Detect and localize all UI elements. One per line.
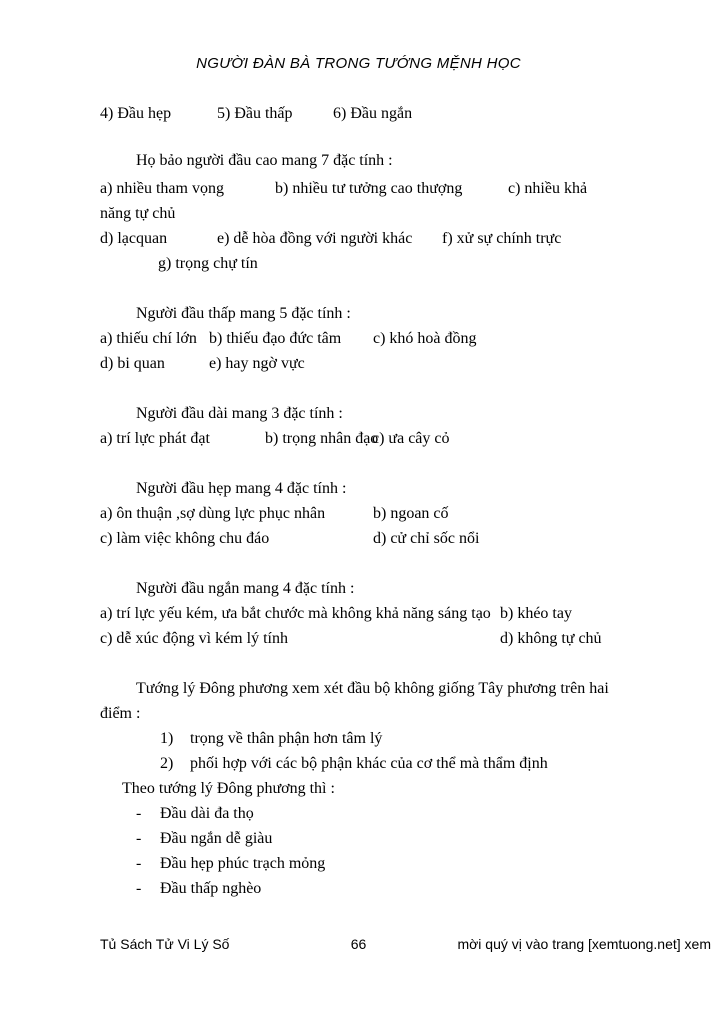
cao-item-a: a) nhiều tham vọng <box>100 180 224 197</box>
text-line <box>0 505 717 529</box>
eastern-theo-line: Theo tướng lý Đông phương thì : <box>122 780 335 797</box>
hep-item-c: c) làm việc không chu đáo <box>100 530 270 547</box>
thap-item-b: b) thiếu đạo đức tâm <box>209 330 342 347</box>
page-title: NGƯỜI ĐÀN BÀ TRONG TƯỚNG MỆNH HỌC <box>196 55 521 72</box>
cao-item-g: g) trọng chự tín <box>158 255 258 272</box>
thap-item-e: e) hay ngờ vực <box>209 355 305 372</box>
text-line <box>0 205 717 229</box>
cao-item-f: f) xử sự chính trực <box>442 230 562 247</box>
cao-item-d: d) lạcquan <box>100 230 168 247</box>
hep-item-a: a) ôn thuận ,sợ dùng lực phục nhân <box>100 505 326 522</box>
bullet-dash: - <box>136 855 142 872</box>
footer-page-number: 66 <box>350 936 367 952</box>
numbered-list-item <box>0 755 717 779</box>
text-line <box>0 430 717 454</box>
head-type-4: 4) Đầu hẹp <box>100 105 172 122</box>
section-heading <box>0 405 717 429</box>
section-heading <box>0 152 717 176</box>
numbered-list-item <box>0 730 717 754</box>
list-number-1: 1) <box>160 730 174 747</box>
section-hep-heading: Người đầu hẹp mang 4 đặc tính : <box>136 480 347 497</box>
cao-item-c-part2: năng tự chủ <box>100 205 176 222</box>
text-line <box>0 605 717 629</box>
section-heading <box>0 580 717 604</box>
footer-site-note: mời quý vị vào trang [xemtuong.net] xem <box>457 936 711 952</box>
bullet-text: Đầu hẹp phúc trạch mỏng <box>160 855 326 872</box>
list-text-1: trọng về thân phận hơn tâm lý <box>190 730 383 747</box>
text-line <box>0 330 717 354</box>
thap-item-c: c) khó hoà đồng <box>373 330 477 347</box>
text-line <box>0 180 717 204</box>
text-line <box>0 230 717 254</box>
text-line <box>0 105 717 129</box>
bullet-text: Đầu dài đa thọ <box>160 805 254 822</box>
ngan-item-a: a) trí lực yếu kém, ưa bắt chước mà không khả năng sáng tạo <box>100 605 491 622</box>
section-dai-heading: Người đầu dài mang 3 đặc tính : <box>136 405 343 422</box>
bullet-text: Đầu thấp nghèo <box>160 880 262 897</box>
text-line <box>0 530 717 554</box>
hep-item-b: b) ngoan cố <box>373 505 449 522</box>
eastern-intro-line1: Tướng lý Đông phương xem xét đầu bộ không giống Tây phương trên hai <box>136 680 609 697</box>
bullet-item <box>0 805 717 829</box>
text-line <box>0 630 717 654</box>
bullet-item <box>0 880 717 904</box>
page-footer <box>0 936 717 960</box>
ngan-item-d: d) không tự chủ <box>500 630 602 647</box>
text-line <box>0 780 717 804</box>
eastern-intro-line2: điểm : <box>100 705 141 722</box>
cao-item-c-part1: c) nhiều khả <box>508 180 588 197</box>
list-number-2: 2) <box>160 755 174 772</box>
list-text-2: phối hợp với các bộ phận khác của cơ thể mà thẩm định <box>190 755 548 772</box>
text-line <box>0 355 717 379</box>
bullet-dash: - <box>136 830 142 847</box>
footer-book-title: Tủ Sách Tử Vi Lý Số <box>100 936 230 952</box>
bullet-text: Đầu ngắn dễ giàu <box>160 830 273 847</box>
section-heading <box>0 480 717 504</box>
text-line <box>0 705 717 729</box>
dai-item-b: b) trọng nhân đạo <box>265 430 379 447</box>
ngan-item-b: b) khéo tay <box>500 605 572 622</box>
cao-item-e: e) dễ hòa đồng với người khác <box>217 230 413 247</box>
section-cao-heading: Họ bảo người đầu cao mang 7 đặc tính : <box>136 152 393 169</box>
section-heading <box>0 305 717 329</box>
dai-item-a: a) trí lực phát đạt <box>100 430 210 447</box>
thap-item-a: a) thiếu chí lớn <box>100 330 197 347</box>
bullet-item <box>0 855 717 879</box>
section-ngan-heading: Người đầu ngắn mang 4 đặc tính : <box>136 580 355 597</box>
dai-item-c: c) ưa cây cỏ <box>372 430 450 447</box>
text-line <box>0 680 717 704</box>
hep-item-d: d) cử chỉ sốc nổi <box>373 530 480 547</box>
cao-item-b: b) nhiều tư tưởng cao thượng <box>275 180 463 197</box>
head-type-6: 6) Đầu ngắn <box>333 105 413 122</box>
bullet-item <box>0 830 717 854</box>
thap-item-d: d) bi quan <box>100 355 165 372</box>
section-thap-heading: Người đầu thấp mang 5 đặc tính : <box>136 305 351 322</box>
bullet-dash: - <box>136 880 142 897</box>
bullet-dash: - <box>136 805 142 822</box>
head-type-5: 5) Đầu thấp <box>217 105 293 122</box>
text-line <box>0 255 717 279</box>
ngan-item-c: c) dễ xúc động vì kém lý tính <box>100 630 288 647</box>
